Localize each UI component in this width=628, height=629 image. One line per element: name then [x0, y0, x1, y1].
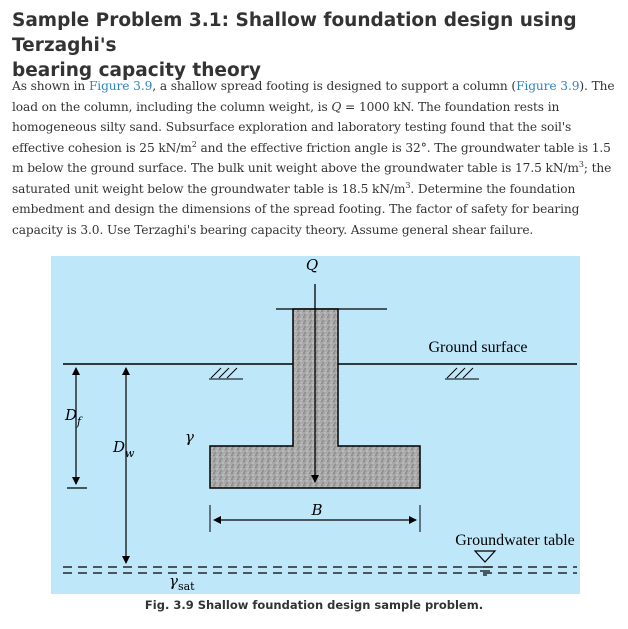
ground-surface-label: Ground surface [428, 339, 528, 356]
df-label-main: D [65, 406, 78, 424]
b-label: B [311, 501, 323, 519]
load-label: Q [305, 256, 319, 274]
gamma-sat-label [169, 572, 195, 593]
soil-hatch-left [209, 368, 243, 379]
gamma-label: γ [185, 428, 194, 446]
gamma-sat-sub: sat [177, 580, 195, 593]
groundwater-table-label: Groundwater table [455, 532, 575, 549]
gamma-sat-main: γ [169, 572, 178, 590]
paragraph-text: = 1000 kN. The foundation rests in homogeneous silty sand. Subsurface exploration and laboratory testing found that the soil's effective cohesion is 25 kN/m [12, 99, 572, 155]
title-line-2: bearing capacity theory [12, 60, 261, 81]
superscript: 2 [191, 139, 197, 149]
superscript: 3 [405, 180, 411, 190]
figure-caption: Fig. 3.9 Shallow foundation design sample problem. [144, 598, 484, 612]
dw-label-sub: w [125, 447, 135, 460]
paragraph-text: ; the saturated unit weight below the groundwater table is 18.5 kN/m [12, 161, 612, 196]
df-label [64, 406, 83, 428]
title-line-1: Sample Problem 3.1: Shallow foundation design using Terzaghi's [12, 10, 577, 56]
paragraph-text: and the effective friction angle is 32°. The groundwater table is 1.5 m below the ground surface. The bulk unit weight above the groundwater table is 17.5 kN/m [12, 140, 611, 175]
df-label-sub: f [77, 415, 82, 428]
figure-link-1[interactable]: Figure 3.9 [88, 79, 153, 93]
paragraph-text: . Determine the foundation embedment and design the dimensions of the spread footing. The factor of safety for bearing capacity is 3.0. Use Terzaghi's bearing capacity theory. Assume general shear failure. [12, 181, 580, 237]
paragraph-text: ). The load on the column, including the column weight, is [12, 79, 615, 114]
water-table-symbol [475, 551, 495, 575]
paragraph-text: , a shallow spread footing is designed to support a column ( [152, 79, 517, 93]
figure-link-2[interactable]: Figure 3.9 [516, 79, 580, 93]
page-title [12, 8, 622, 83]
dw-label-main: D [113, 438, 126, 456]
paragraph-text: As shown in [12, 79, 89, 93]
problem-paragraph [12, 76, 622, 240]
dw-label [112, 438, 135, 460]
load-symbol: Q [331, 99, 342, 114]
foundation-figure [51, 256, 580, 594]
soil-hatch-right [445, 368, 479, 379]
superscript: 3 [578, 159, 584, 169]
foundation-diagram [51, 256, 580, 594]
